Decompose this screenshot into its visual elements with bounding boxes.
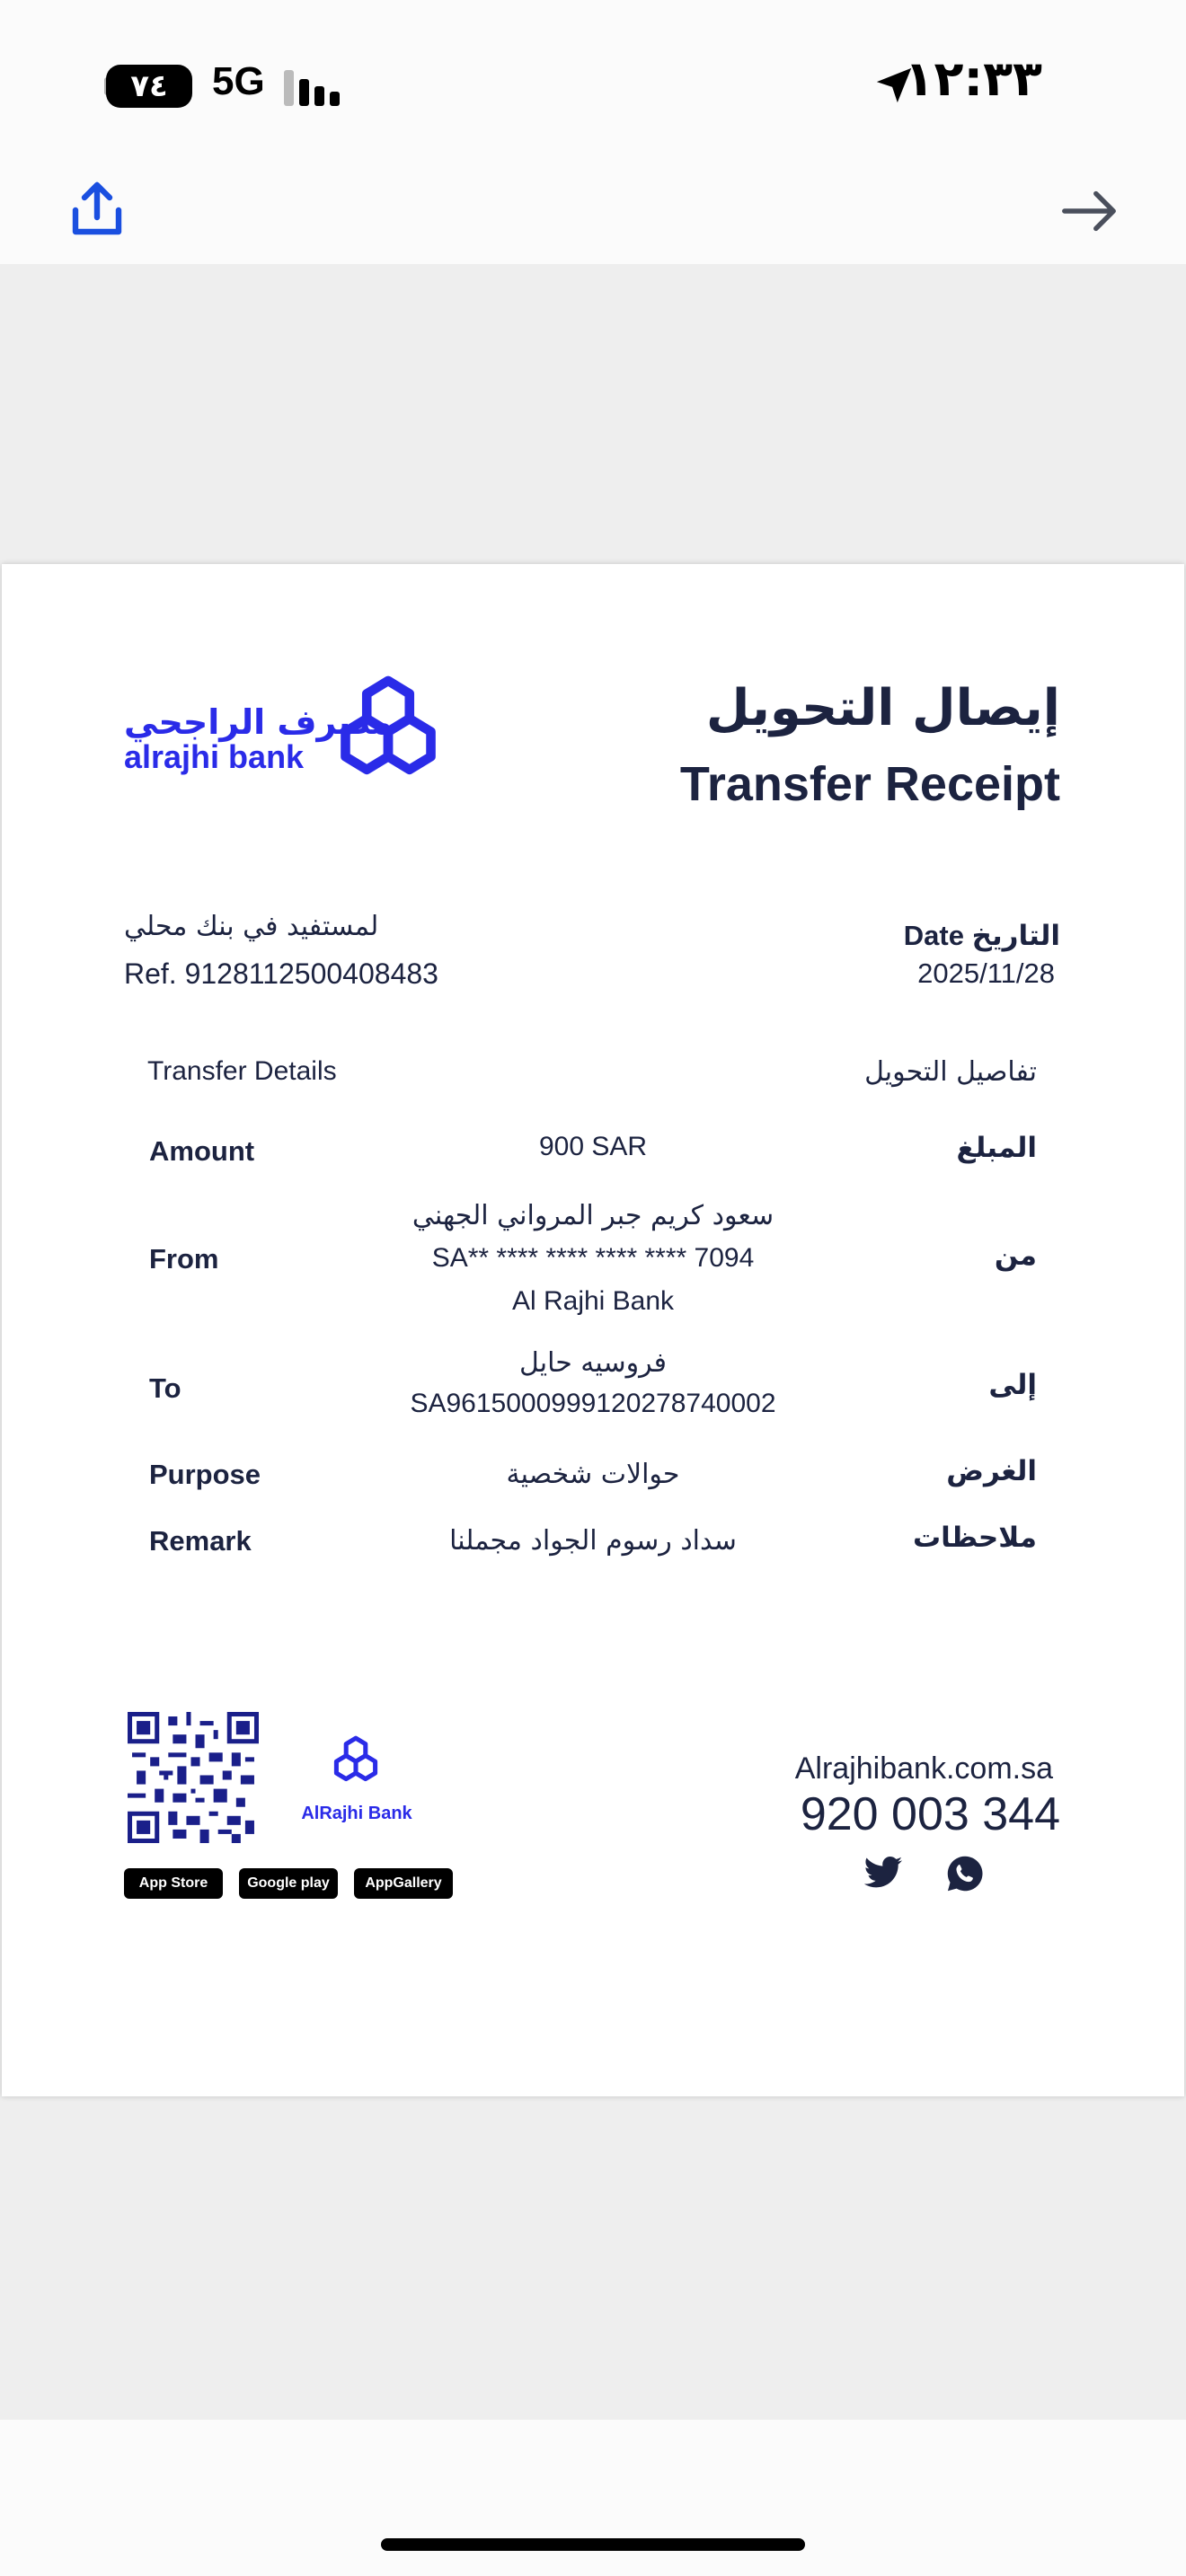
- from-name: سعود كريم جبر المرواني الجهني: [412, 1200, 774, 1231]
- date-value: 2025/11/28: [917, 957, 1055, 989]
- section-title: Transfer Details: [147, 1056, 337, 1086]
- app-gallery-badge[interactable]: AppGallery: [354, 1868, 453, 1899]
- website-link[interactable]: Alrajhibank.com.sa: [794, 1751, 1053, 1786]
- beneficiary-type: لمستفيد في بنك محلي: [124, 911, 379, 942]
- arrow-right-icon[interactable]: [1057, 180, 1121, 243]
- mini-logo-label: AlRajhi Bank: [301, 1804, 412, 1823]
- to-name: فروسيه حايل: [519, 1347, 667, 1379]
- network-type: 5G: [212, 59, 265, 103]
- bank-logo-english: alrajhi bank: [124, 738, 305, 775]
- remark-label: Remark: [149, 1525, 252, 1557]
- google-play-badge[interactable]: Google play: [239, 1868, 338, 1899]
- remark-value: سداد رسوم الجواد مجملنا: [449, 1525, 737, 1557]
- alrajhi-mini-logo-icon: [320, 1732, 392, 1796]
- to-label: To: [149, 1372, 181, 1404]
- share-icon[interactable]: [65, 178, 129, 243]
- section-title-arabic: تفاصيل التحويل: [864, 1056, 1037, 1088]
- from-bank: Al Rajhi Bank: [511, 1286, 675, 1316]
- amount-value: 900 SAR: [538, 1132, 648, 1161]
- status-bar: [0, 0, 1186, 162]
- reference-number: Ref. 9128112500408483: [124, 957, 438, 990]
- to-iban: SA9615000999120278740002: [410, 1389, 776, 1418]
- twitter-icon[interactable]: [863, 1856, 904, 1892]
- bank-logo-arabic: مصرف الراجحي: [124, 702, 394, 742]
- clock: ١٢:٣٣: [904, 50, 1042, 107]
- phone-number[interactable]: 920 003 344: [800, 1788, 1060, 1840]
- alrajhi-logo-icon: [327, 674, 449, 792]
- remark-label-arabic: ملاحظات: [912, 1522, 1037, 1554]
- from-account: SA** **** **** **** **** 7094: [431, 1243, 755, 1273]
- whatsapp-icon[interactable]: [945, 1854, 985, 1893]
- purpose-label: Purpose: [149, 1459, 261, 1490]
- qr-code-icon: [128, 1712, 259, 1843]
- battery-indicator: ٧٤: [106, 65, 192, 108]
- app-store-badge[interactable]: App Store: [124, 1868, 223, 1899]
- to-label-arabic: إلى: [988, 1369, 1037, 1401]
- amount-label: Amount: [149, 1135, 255, 1167]
- purpose-label-arabic: الغرض: [946, 1455, 1037, 1487]
- receipt-title: Transfer Receipt: [679, 757, 1060, 811]
- home-indicator[interactable]: [381, 2538, 805, 2551]
- purpose-value: حوالات شخصية: [506, 1459, 680, 1490]
- from-label: From: [149, 1243, 219, 1275]
- receipt-title-arabic: إيصال التحويل: [705, 679, 1060, 737]
- signal-icon: [284, 70, 347, 106]
- amount-label-arabic: المبلغ: [956, 1132, 1037, 1164]
- date-label: Date التاريخ: [903, 920, 1060, 951]
- from-label-arabic: من: [994, 1239, 1037, 1272]
